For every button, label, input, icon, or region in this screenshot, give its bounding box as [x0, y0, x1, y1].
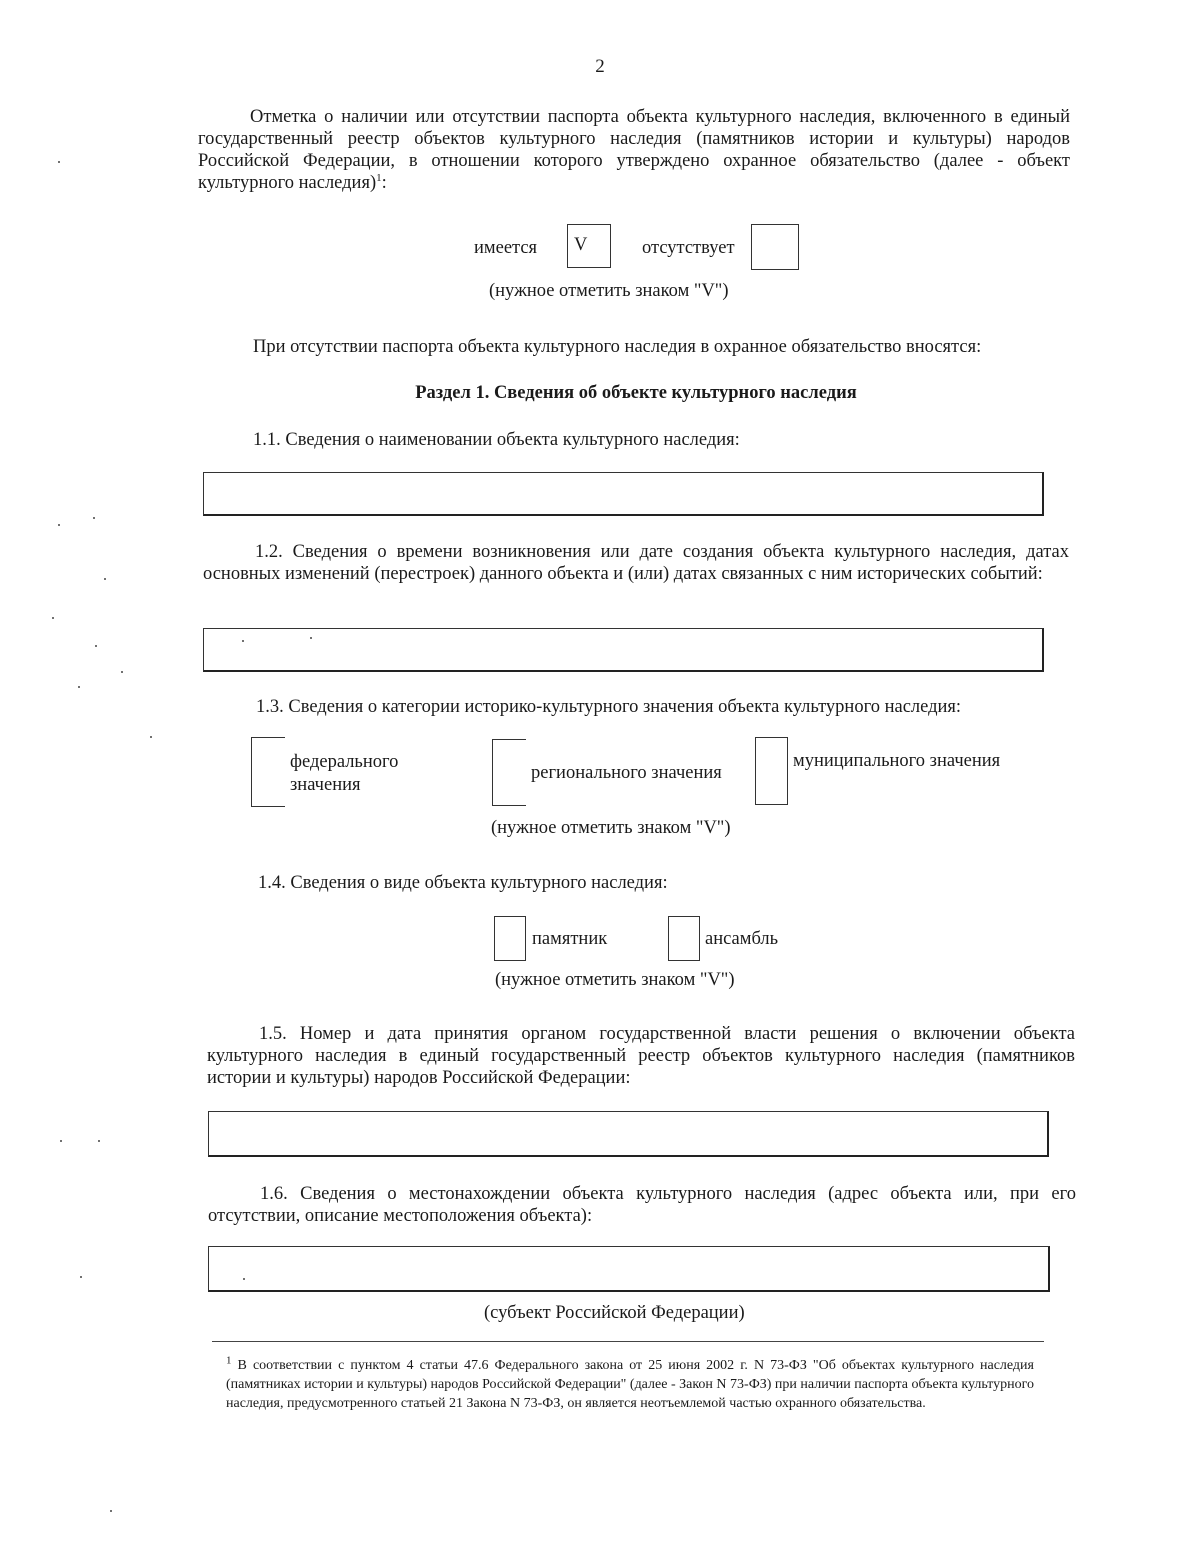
scan-speck — [121, 671, 123, 673]
item-1-6-field[interactable] — [208, 1246, 1050, 1292]
scan-speck — [93, 517, 95, 519]
footnote — [226, 1356, 1034, 1413]
scan-speck — [110, 1510, 112, 1512]
scan-speck — [95, 645, 97, 647]
category-regional-label: регионального значения — [531, 763, 722, 783]
scan-speck — [58, 524, 60, 526]
scan-speck — [150, 736, 152, 738]
item-1-1-label: 1.1. Сведения о наименовании объекта культурного наследия: — [253, 430, 740, 450]
scan-speck — [78, 686, 80, 688]
category-federal-label: федерального значения — [290, 752, 399, 795]
item-1-6-label: 1.6. Сведения о местонахождении объекта культурного наследия (адрес объекта или, при его отсутствии, описание местоположения объекта): — [208, 1184, 1076, 1226]
intro-paragraph — [198, 106, 1070, 194]
scan-speck — [242, 640, 244, 642]
scan-speck — [58, 161, 60, 163]
item-1-4-hint: (нужное отметить знаком "V") — [495, 970, 735, 990]
scan-speck — [243, 1278, 245, 1280]
type-monument-label: памятник — [532, 929, 608, 949]
passport-absent-label: отсутствует — [642, 238, 735, 258]
scan-speck — [52, 617, 54, 619]
item-1-1-field[interactable] — [203, 472, 1044, 516]
footnote-ref: 1 — [376, 171, 382, 184]
footnote-text: В соответствии с пунктом 4 статьи 47.6 Федерального закона от 25 июня 2002 г. N 73-ФЗ "Об объектах культурного наследия (памятниках истории и культуры) народов Российской Федерации" (далее - Закон N 73-ФЗ) при наличии паспорта объекта культурного наследия, предусмотренного статьей 21 Закона N 73-ФЗ, он является неотъемлемой частью охранного обязательства. — [226, 1358, 1034, 1411]
item-1-3-label: 1.3. Сведения о категории историко-культурного значения объекта культурного наследия: — [256, 697, 962, 717]
scan-speck — [310, 637, 312, 639]
page-number: 2 — [595, 56, 605, 77]
scan-speck — [60, 1140, 62, 1142]
footnote-separator — [212, 1341, 1044, 1342]
type-monument-checkbox[interactable] — [494, 916, 526, 961]
scan-speck — [80, 1276, 82, 1278]
item-1-6-caption: (субъект Российской Федерации) — [484, 1303, 745, 1323]
passport-present-checkbox[interactable] — [567, 224, 611, 268]
absence-text: При отсутствии паспорта объекта культурного наследия в охранное обязательство вносятся: — [253, 337, 982, 357]
category-federal-checkbox[interactable] — [251, 737, 285, 807]
item-1-3-hint: (нужное отметить знаком "V") — [491, 818, 731, 838]
item-1-2-field[interactable] — [203, 628, 1044, 672]
intro-text: Отметка о наличии или отсутствии паспорта объекта культурного наследия, включенного в единый государственный реестр объектов культурного наследия (памятников истории и культуры) народов Российской Федерации, в отношении которого утверждено охранное обязательство (далее - объект культурного наследия) — [198, 107, 1070, 193]
passport-absent-checkbox[interactable] — [751, 224, 799, 270]
category-municipal-label: муниципального значения — [793, 751, 1001, 771]
scan-speck — [104, 578, 106, 580]
item-1-4-label: 1.4. Сведения о виде объекта культурного наследия: — [258, 873, 668, 893]
item-1-5-label: 1.5. Номер и дата принятия органом государственной власти решения о включении объекта культурного наследия в единый государственный реестр объектов культурного наследия (памятников истории и культуры) народов Российской Федерации: — [207, 1024, 1075, 1088]
type-ensemble-label: ансамбль — [705, 929, 779, 949]
scan-speck — [98, 1140, 100, 1142]
passport-present-label: имеется — [474, 238, 538, 258]
category-municipal-checkbox[interactable] — [755, 737, 788, 805]
passport-hint: (нужное отметить знаком "V") — [489, 281, 729, 301]
footnote-mark: 1 — [226, 1354, 232, 1367]
passport-present-mark: V — [574, 235, 588, 255]
category-regional-checkbox[interactable] — [492, 739, 526, 806]
intro-tail: : — [381, 173, 387, 193]
type-ensemble-checkbox[interactable] — [668, 916, 700, 961]
section-1-title: Раздел 1. Сведения об объекте культурного наследия — [415, 383, 857, 403]
item-1-5-field[interactable] — [208, 1111, 1049, 1157]
item-1-2-label: 1.2. Сведения о времени возникновения или дате создания объекта культурного наследия, датах основных изменений (перестроек) данного объекта и (или) датах связанных с ним исторических событий: — [203, 542, 1069, 584]
